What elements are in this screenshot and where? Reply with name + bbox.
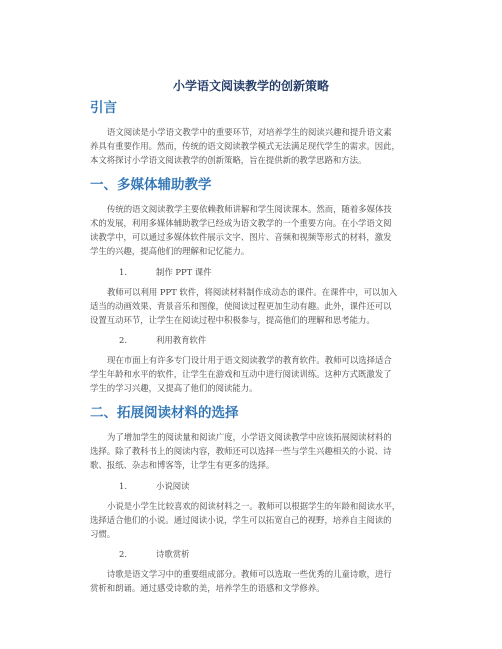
paragraph-line: 现在市面上有许多专门设计用于语文阅读教学的教育软件。教师可以选择适合 xyxy=(107,355,392,365)
list-label: 诗歌赏析 xyxy=(156,549,190,559)
list-number: 1. xyxy=(119,481,127,491)
paragraph-line: 读教学中，可以通过多媒体软件展示文字、图片、音频和视频等形式的材料，激发 xyxy=(90,232,392,242)
paragraph-line: 本文将探讨小学语文阅读教学的创新策略，旨在提供新的教学思路和方法。 xyxy=(90,155,367,165)
list-label: 小说阅读 xyxy=(156,481,190,491)
paragraph-line: 歌、报纸、杂志和博客等，让学生有更多的选择。 xyxy=(90,460,275,470)
paragraph-line: 设置互动环节，让学生在阅读过程中积极参与，提高他们的理解和思考能力。 xyxy=(90,315,375,325)
paragraph-line: 选择。除了教科书上的阅读内容，教师还可以选择一些与学生兴趣相关的小说、诗 xyxy=(90,446,392,456)
edu-software-paragraph xyxy=(90,353,420,395)
poetry-paragraph xyxy=(90,567,420,595)
reading-materials-paragraph xyxy=(90,430,420,472)
paragraph-line: 赏析和朗诵。通过感受诗歌的美，培养学生的语感和文学修养。 xyxy=(90,583,325,593)
section-heading-intro: 引言 xyxy=(90,100,117,116)
paragraph-line: 传统的语文阅读教学主要依赖教师讲解和学生阅读课本。然而，随着多媒体技 xyxy=(107,204,392,214)
paragraph-line: 学生的学习兴趣，又提高了他们的阅读能力。 xyxy=(90,383,258,393)
multimedia-paragraph xyxy=(90,202,420,258)
paragraph-line: 小说是小学生比较喜欢的阅读材料之一。教师可以根据学生的年龄和阅读水平， xyxy=(107,501,401,511)
section-heading-multimedia: 一、多媒体辅助教学 xyxy=(90,177,212,193)
list-label: 利用教育软件 xyxy=(156,335,207,345)
paragraph-line: 学生的兴趣，提高他们的理解和记忆能力。 xyxy=(90,246,250,256)
paragraph-line: 选择适合他们的小说。通过阅读小说，学生可以拓宽自己的视野，培养自主阅读的 xyxy=(90,515,392,525)
document-title: 小学语文阅读教学的创新策略 xyxy=(172,79,329,93)
list-item-novel xyxy=(119,480,190,492)
list-number: 2. xyxy=(119,335,127,345)
paragraph-line: 习惯。 xyxy=(90,529,116,539)
list-item-edu-software xyxy=(119,334,206,346)
list-number: 2. xyxy=(119,549,127,559)
intro-paragraph xyxy=(90,125,420,167)
paragraph-line: 术的发展，利用多媒体辅助教学已经成为语文教学的一个重要方向。在小学语文阅 xyxy=(90,218,392,228)
paragraph-line: 语文阅读是小学语文教学中的重要环节，对培养学生的阅读兴趣和提升语文素 xyxy=(107,127,392,137)
list-label: 制作 PPT 课件 xyxy=(156,267,212,277)
ppt-paragraph xyxy=(90,285,420,327)
paragraph-line: 教师可以利用 PPT 软件，将阅读材料制作成动态的课件。在课件中，可以加入 xyxy=(107,287,398,297)
novel-paragraph xyxy=(90,499,420,541)
list-item-poetry xyxy=(119,548,190,560)
paragraph-line: 为了增加学生的阅读量和阅读广度，小学语文阅读教学中应该拓展阅读材料的 xyxy=(107,432,392,442)
list-item-ppt xyxy=(119,266,212,278)
section-heading-reading-materials: 二、拓展阅读材料的选择 xyxy=(90,405,239,421)
list-number: 1. xyxy=(119,267,127,277)
paragraph-line: 养具有重要作用。然而，传统的语文阅读教学模式无法满足现代学生的需求。因此， xyxy=(90,141,400,151)
paragraph-line: 学生年龄和水平的软件，让学生在游戏和互动中进行阅读训练。这种方式既激发了 xyxy=(90,369,392,379)
paragraph-line: 诗歌是语文学习中的重要组成部分。教师可以选取一些优秀的儿童诗歌，进行 xyxy=(107,569,392,579)
paragraph-line: 适当的动画效果、背景音乐和图像，使阅读过程更加生动有趣。此外，课件还可以 xyxy=(90,301,392,311)
